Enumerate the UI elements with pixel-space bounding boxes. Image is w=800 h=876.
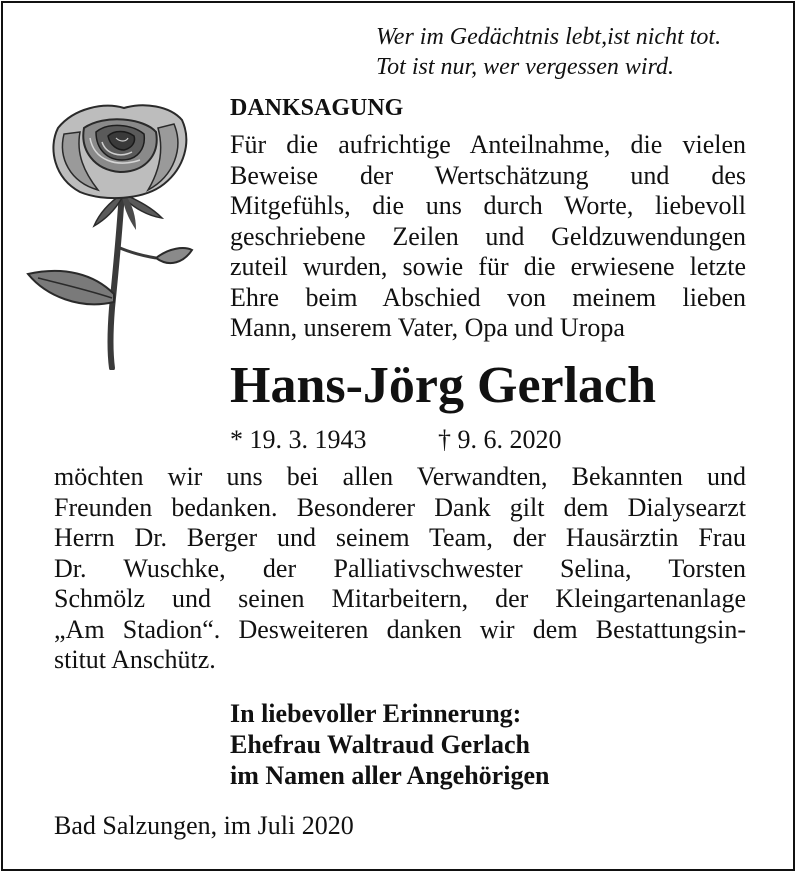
intro-line: Für die aufrichtige Anteilnahme, die vielen — [230, 130, 746, 159]
life-dates — [230, 424, 630, 456]
body-line: Herrn Dr. Berger und seinem Team, der Hausärztin Frau — [54, 523, 746, 552]
place-and-date: Bad Salzungen, im Juli 2020 — [54, 811, 354, 840]
body-line: Dr. Wuschke, der Palliativschwester Selina, Torsten — [54, 553, 746, 583]
motto-line-2: Tot ist nur, wer vergessen wird. — [376, 54, 675, 80]
deceased-name: Hans-Jörg Gerlach — [230, 357, 657, 414]
intro-line: Mann, unserem Vater, Opa und Uropa — [230, 313, 625, 342]
body-line: stitut Anschütz. — [54, 645, 216, 674]
heading-danksagung: DANKSAGUNG — [230, 95, 404, 121]
intro-paragraph — [230, 130, 746, 344]
body-line: Freunden bedanken. Besonderer Dank gilt dem Dialysearzt — [54, 492, 746, 522]
signature-line-1: In liebevoller Erinnerung: — [230, 699, 522, 728]
death-date: † 9. 6. 2020 — [438, 425, 562, 454]
signature-block — [230, 698, 549, 791]
signature-line-3: im Namen aller Angehörigen — [230, 761, 550, 790]
body-line: Schmölz und seinen Mitarbeitern, der Kleingartenanlage — [54, 584, 746, 613]
rose-illustration — [24, 98, 204, 370]
motto-line-1: Wer im Gedächtnis lebt,ist nicht tot. — [376, 24, 722, 50]
intro-line: Mitgefühls, die uns durch Worte, liebevoll — [230, 191, 746, 220]
motto-quote — [376, 22, 756, 82]
intro-line: zuteil wurden, sowie für die erwiesene letzte — [230, 252, 746, 281]
body-line: „Am Stadion“. Desweiteren danken wir dem Bestattungsin- — [54, 614, 746, 644]
intro-line: Ehre beim Abschied von meinem lieben — [230, 282, 746, 312]
intro-line: geschriebene Zeilen und Geldzuwendungen — [230, 221, 746, 251]
body-line: möchten wir uns bei allen Verwandten, Bekannten und — [54, 462, 746, 491]
intro-line: Beweise der Wertschätzung und des — [230, 160, 746, 190]
signature-line-2: Ehefrau Waltraud Gerlach — [230, 730, 530, 759]
thanks-paragraph — [54, 462, 746, 676]
birth-date: * 19. 3. 1943 — [230, 425, 367, 454]
